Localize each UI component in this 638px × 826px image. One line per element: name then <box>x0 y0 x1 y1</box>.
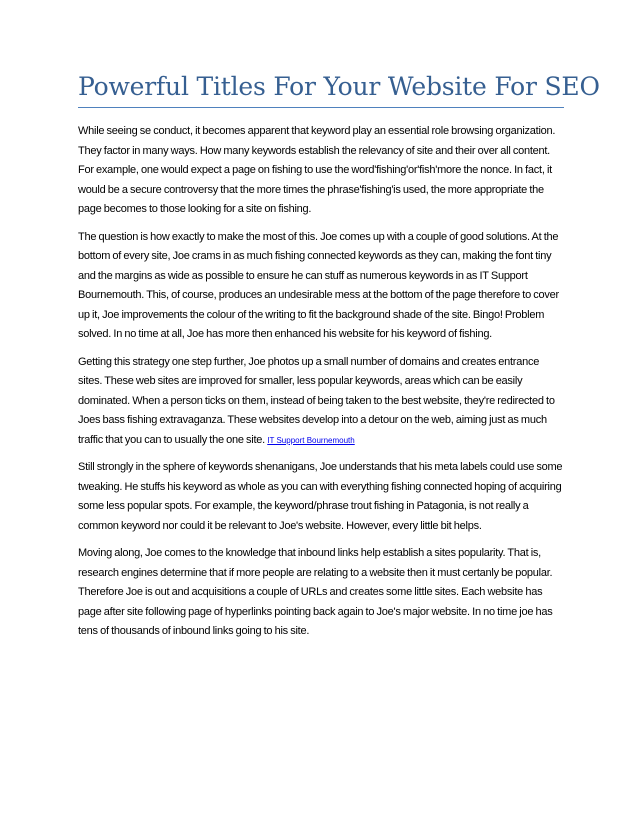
document-title: Powerful Titles For Your Website For SEO <box>78 72 564 108</box>
document-page <box>78 72 600 650</box>
paragraph-3-text: Getting this strategy one step further, Joe photos up a small number of domains and creates entrance sites. These web sites are improved for smaller, less popular keywords, areas which can be easily dominated. When a person ticks on them, instead of being taken to the best website, they're redirected to Joes bass fishing extravaganza. These websites develop into a detour on the web, aiming just as much traffic that you can to usually the one site. <box>78 355 555 446</box>
paragraph-5: Moving along, Joe comes to the knowledge that inbound links help establish a sites popularity. That is, research engines determine that if more people are relating to a website then it must certanly be popular. Therefore Joe is out and acquisitions a couple of URLs and creates some little sites. Each website has page after site following page of hyperlinks pointing back again to Joe's major website. In no time joe has tens of thousands of inbound links going to his site. <box>78 547 553 637</box>
paragraph-1: While seeing se conduct, it becomes apparent that keyword play an essential role browsing organization. They factor in many ways. How many keywords establish the relevancy of site and their over all content. For example, one would expect a page on fishing to use the word'fishing'or'fish'more the nonce. In fact, it would be a secure controversy that the more times the phrase'fishing'is used, the more appropriate the page becomes to those looking for a site on fishing. <box>78 125 556 215</box>
paragraph-2: The question is how exactly to make the most of this. Joe comes up with a couple of good solutions. At the bottom of every site, Joe crams in as much fishing connected keywords as they can, making the font tiny and the margins as wide as possible to ensure he can stuff as numerous keywords in as IT Support Bournemouth. This, of course, produces an undesirable mess at the bottom of the page therefore to cover up it, Joe improvements the colour of the writing to fit the background shade of the site. Bingo! Problem solved. In no time at all, Joe has more then enhanced his website for his keyword of fishing. <box>78 230 559 340</box>
paragraph-4: Still strongly in the sphere of keywords shenanigans, Joe understands that his meta labels could use some tweaking. He stuffs his keyword as whole as you can with everything fishing connected hoping of acquiring some less popular spots. For example, the keyword/phrase trout fishing in Patagonia, is not really a common keyword nor could it be relevant to Joe's website. However, every little bit helps. <box>78 461 563 532</box>
it-support-bournemouth-link[interactable]: IT Support Bournemouth <box>267 435 355 445</box>
paragraph-3 <box>78 353 564 451</box>
document-body <box>78 122 564 642</box>
